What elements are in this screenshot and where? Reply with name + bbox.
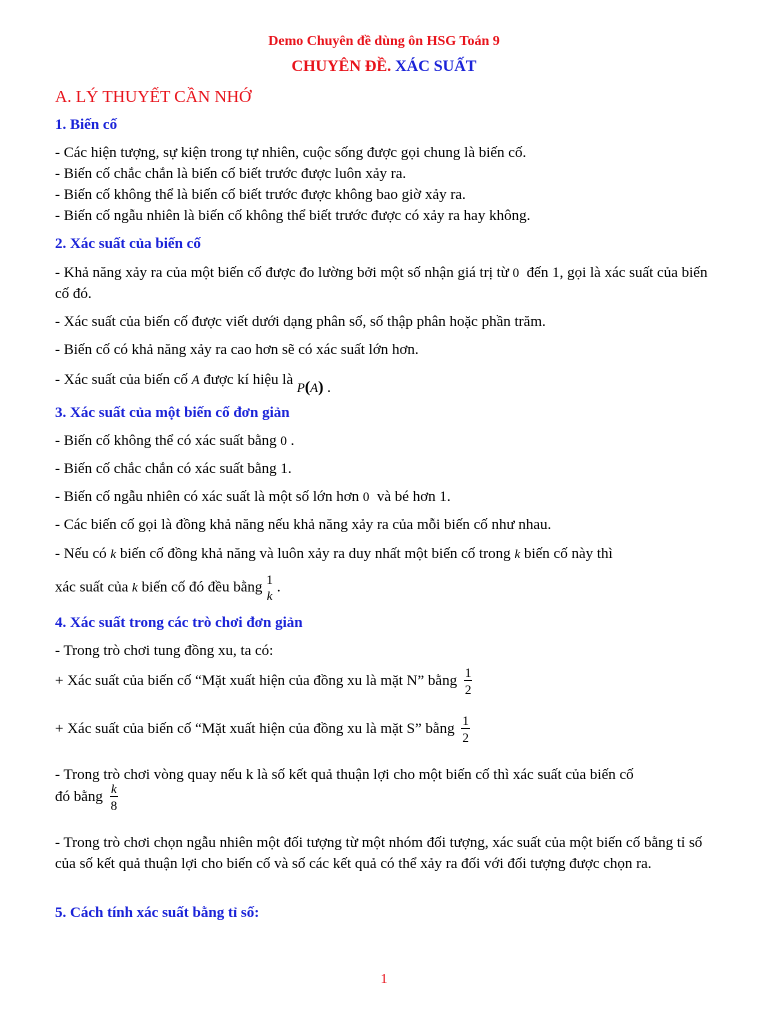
title-topic: XÁC SUẤT (395, 58, 477, 75)
s2-p1-text-a: - Khả năng xảy ra của một biến cố được đo lường bởi một số nhận giá trị từ (55, 265, 509, 281)
s3-l3-zero: 0 (362, 489, 370, 504)
s2-p4-var-a: A (191, 372, 200, 387)
fraction-1-over-k (265, 573, 274, 603)
fraction-numerator: 1 (462, 713, 469, 728)
section-2-heading: 2. Xác suất của biến cố (55, 236, 201, 252)
section-a-heading: A. LÝ THUYẾT CẦN NHỚ (55, 87, 252, 106)
fraction-numerator: 1 (464, 665, 472, 680)
s2-paragraph-3: - Biến cố có khả năng xảy ra cao hơn sẽ có xác suất lớn hơn. (55, 342, 419, 358)
s3-l5-k2: k (514, 546, 521, 561)
fraction-1-over-2-s (461, 714, 470, 745)
fraction-denominator: 8 (110, 798, 118, 813)
s3-l3-text-b: và bé hơn 1. (376, 489, 451, 505)
fraction-numerator: k (111, 781, 117, 796)
probability-notation (297, 380, 331, 396)
s2-p4-text-b: được kí hiệu là (203, 372, 294, 388)
document-header: Demo Chuyên đề dùng ôn HSG Toán 9 (268, 34, 500, 49)
fraction-k-over-8 (110, 782, 119, 813)
s3-l5-text-c: biến cố này thì (523, 546, 613, 562)
s2-paragraph-2: - Xác suất của biến cố được viết dưới dạng phân số, số thập phân hoặc phần trăm. (55, 314, 546, 330)
s4-line-5 (55, 782, 121, 813)
s4-line-6: - Trong trò chơi chọn ngẫu nhiên một đối tượng từ một nhóm đối tượng, xác suất của một biến cố bằng tỉ số của số kết quả thuận lợi cho biến cố và số các kết quả có thể xảy ra đối với đối tượng được chọn ra. (55, 835, 703, 872)
document-title (0, 58, 768, 76)
s3-l6-dot: . (276, 579, 281, 596)
s2-paragraph-1 (55, 262, 715, 305)
fraction-1-over-2-n (464, 666, 473, 697)
s4-line-3 (55, 714, 473, 745)
prob-p: P (296, 380, 305, 395)
s3-line-2: - Biến cố chắc chắn có xác suất bằng 1. (55, 461, 292, 477)
fraction-denominator: k (266, 588, 273, 603)
s3-l1-dot: . (290, 433, 295, 449)
s3-l5-text-b: biến cố đồng khả năng và luôn xảy ra duy nhất một biến cố trong (119, 546, 511, 562)
section-4-heading: 4. Xác suất trong các trò chơi đơn giản (55, 615, 303, 631)
s3-l6-k: k (132, 579, 138, 595)
section-5-heading: 5. Cách tính xác suất bằng tỉ số: (55, 905, 260, 921)
section-3-heading: 3. Xác suất của một biến cố đơn giản (55, 405, 290, 421)
s4-line-1: - Trong trò chơi tung đồng xu, ta có: (55, 643, 274, 659)
fraction-denominator: 2 (462, 730, 469, 745)
page-number: 1 (380, 972, 388, 987)
s2-paragraph-4 (55, 370, 331, 396)
s4-line-2 (55, 666, 475, 697)
s3-line-6 (55, 573, 281, 603)
title-prefix: CHUYÊN ĐỀ. (291, 58, 392, 75)
s2-p1-zero: 0 (512, 265, 520, 280)
s3-line-4: - Các biến cố gọi là đồng khả năng nếu khả năng xảy ra của mỗi biến cố như nhau. (55, 517, 552, 533)
s3-line-3 (55, 487, 451, 507)
s2-p4-text-a: - Xác suất của biến cố (55, 372, 188, 388)
s3-l6-text-b: biến cố đó đều bằng (141, 579, 263, 596)
s3-l1-text: - Biến cố không thể có xác suất bằng (55, 433, 277, 449)
s3-l1-zero: 0 (280, 433, 287, 448)
fraction-numerator: 1 (266, 572, 273, 587)
s4-line-4: - Trong trò chơi vòng quay nếu k là số kết quả thuận lợi cho một biến cố thì xác suất của biến cố (55, 767, 634, 783)
s4-l3-text: + Xác suất của biến cố “Mặt xuất hiện của đồng xu là mặt S” bằng (55, 720, 455, 737)
s1-line-1: - Các hiện tượng, sự kiện trong tự nhiên, cuộc sống được gọi chung là biến cố. (55, 145, 527, 161)
s4-l2-text: + Xác suất của biến cố “Mặt xuất hiện của đồng xu là mặt N” bằng (55, 672, 458, 689)
s1-line-4: - Biến cố ngẫu nhiên là biến cố không thể biết trước được có xảy ra hay không. (55, 208, 531, 224)
prob-open-paren: ( (304, 379, 311, 396)
prob-close-paren: ) (318, 379, 324, 396)
s3-l5-text-a: - Nếu có (55, 546, 107, 562)
s3-line-5 (55, 544, 613, 564)
fraction-denominator: 2 (464, 682, 472, 697)
prob-dot: . (327, 380, 331, 396)
s3-l3-text-a: - Biến cố ngẫu nhiên có xác suất là một số lớn hơn (55, 489, 360, 505)
prob-a: A (310, 380, 319, 395)
s1-line-3: - Biến cố không thể là biến cố biết trước được không bao giờ xảy ra. (55, 187, 466, 203)
s2-p1-text-b: đến 1, gọi là xác suất của biến cố đó. (55, 265, 708, 302)
s3-l6-text-a: xác suất của (55, 579, 129, 596)
s1-line-2: - Biến cố chắc chắn là biến cố biết trước được luôn xảy ra. (55, 166, 407, 182)
s3-l5-k1: k (110, 546, 117, 561)
s4-l5-text: đó bằng (55, 788, 103, 805)
s3-line-1 (55, 431, 294, 451)
section-1-heading: 1. Biến cố (55, 117, 118, 133)
